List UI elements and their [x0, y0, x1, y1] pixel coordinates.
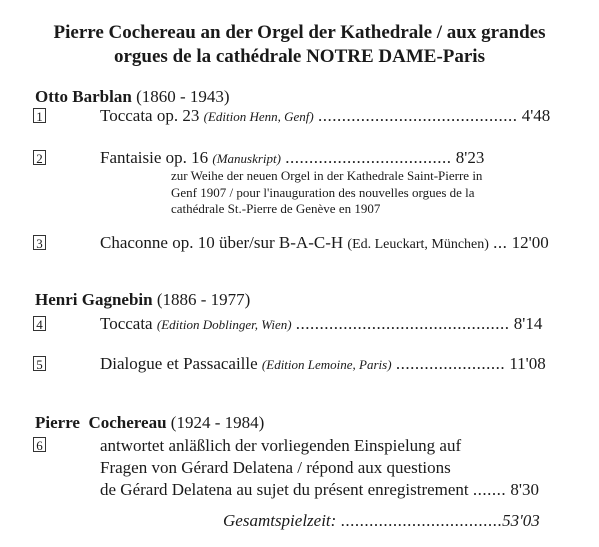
total-label: Gesamtspielzeit: [223, 511, 337, 530]
track-leader-dots: .......................................... [317, 106, 518, 125]
track-title: Dialogue et Passacaille [100, 354, 258, 373]
track-title: Chaconne op. 10 über/sur B-A-C-H [100, 233, 344, 252]
track-duration: 4'48 [521, 106, 551, 125]
track-4 [100, 314, 542, 334]
note-line: cathédrale St.-Pierre de Genève en 1907 [171, 201, 381, 216]
track-text-line: antwortet anläßlich der vorliegenden Einspielung auf [100, 436, 462, 455]
track-leader-dots: ....................... [395, 354, 506, 373]
composer-heading-gagnebin [35, 290, 250, 310]
track-duration: 8'23 [455, 148, 485, 167]
track-3 [100, 233, 549, 253]
composer-name: Henri Gagnebin [35, 290, 153, 309]
track-number-4: 4 [33, 316, 46, 331]
track-number-2: 2 [33, 150, 46, 165]
track-edition: (Edition Doblinger, Wien) [156, 317, 292, 332]
composer-years: (1860 - 1943) [136, 87, 230, 106]
note-line: zur Weihe der neuen Orgel in der Kathedrale Saint-Pierre in [171, 168, 483, 183]
track-title: Fantaisie op. 16 [100, 148, 209, 167]
album-title-line-1: Pierre Cochereau an der Orgel der Kathedrale / aux grandes [53, 22, 546, 43]
track-text-last-line [100, 479, 539, 501]
track-number-5: 5 [33, 356, 46, 371]
track-5 [100, 354, 546, 374]
composer-years: (1886 - 1977) [156, 290, 251, 309]
composer-name: Otto Barblan [35, 87, 132, 106]
track-duration: 8'30 [510, 480, 539, 499]
track-duration: 12'00 [511, 233, 549, 252]
track-leader-dots: ................................... [285, 148, 452, 167]
track-duration: 11'08 [509, 354, 546, 373]
track-text-line: de Gérard Delatena au sujet du présent enregistrement [100, 480, 469, 499]
track-leader-dots: ....... [472, 480, 507, 499]
track-title: Toccata [100, 314, 153, 333]
track-title: Toccata op. 23 [100, 106, 200, 125]
track-duration: 8'14 [513, 314, 543, 333]
composer-heading-cochereau [35, 413, 264, 433]
track-text-line: Fragen von Gérard Delatena / répond aux questions [100, 458, 451, 477]
track-number-1: 1 [33, 108, 46, 123]
composer-name: Pierre Cochereau [35, 413, 167, 432]
composer-years: (1924 - 1984) [170, 413, 265, 432]
track-number-6: 6 [33, 437, 46, 452]
total-leader-dots: .................................. [340, 511, 503, 530]
track-6 [100, 435, 539, 501]
album-title-line-2: orgues de la cathédrale NOTRE DAME-Paris [114, 46, 485, 67]
track-edition: (Ed. Leuckart, München) [347, 237, 489, 252]
track-edition: (Edition Henn, Genf) [203, 109, 314, 124]
track-1 [100, 106, 550, 126]
track-number-3: 3 [33, 235, 46, 250]
track-2-dedication-note [171, 168, 482, 218]
track-edition: (Edition Lemoine, Paris) [261, 357, 392, 372]
note-line: Genf 1907 / pour l'inauguration des nouvelles orgues de la [171, 184, 475, 200]
track-edition: (Manuskript) [212, 151, 281, 166]
track-leader-dots: ... [493, 233, 508, 252]
total-duration: 53'03 [502, 511, 540, 530]
track-leader-dots: ............................................. [295, 314, 510, 333]
composer-heading-barblan [35, 87, 230, 107]
track-2 [100, 148, 484, 168]
total-playing-time [223, 511, 540, 531]
